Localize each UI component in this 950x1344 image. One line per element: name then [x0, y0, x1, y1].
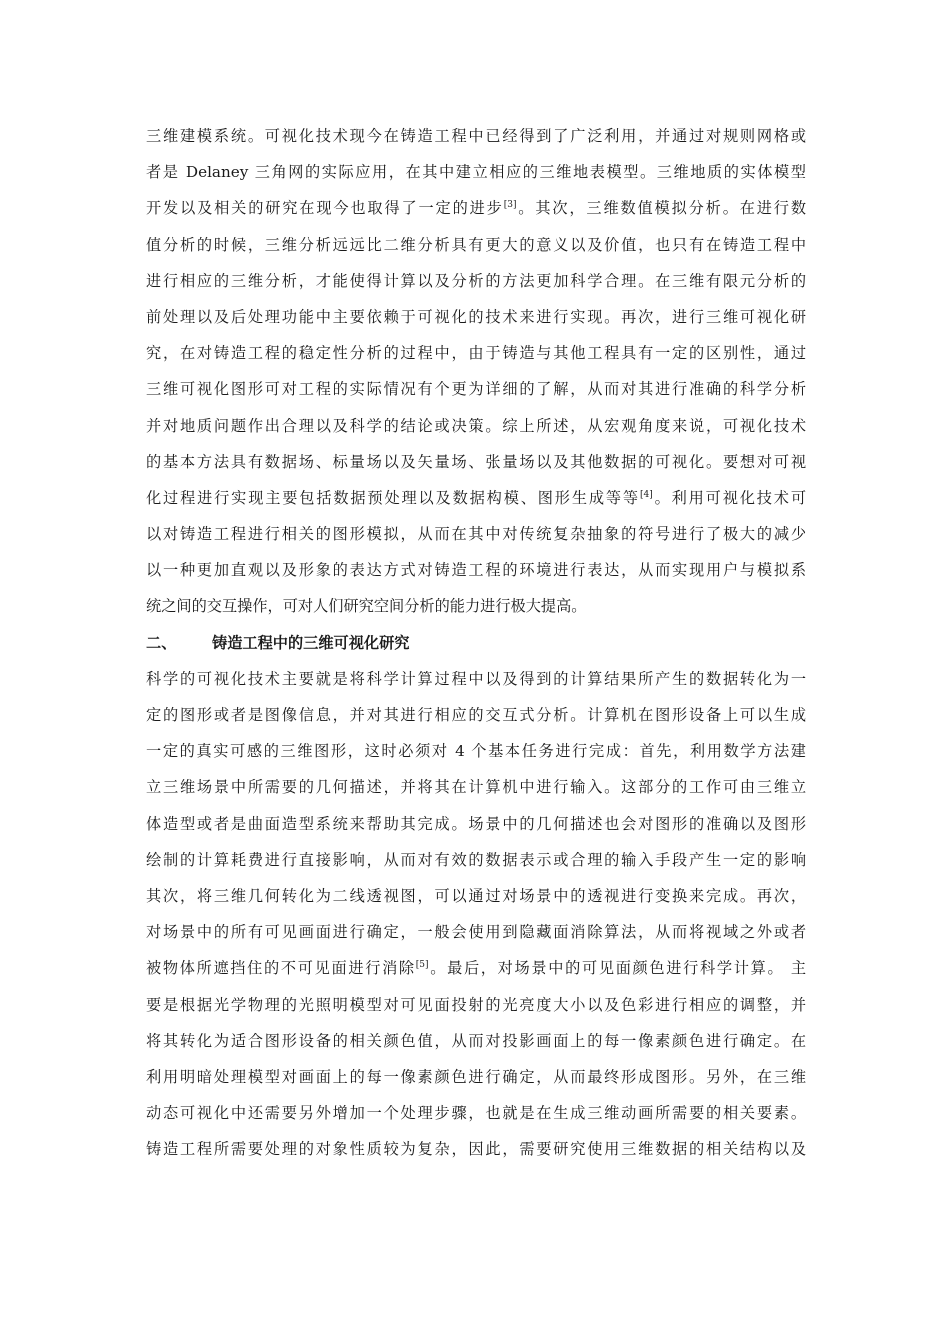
text-segment: 。利用可视化技术可	[652, 488, 807, 507]
text-line: 利用明暗处理模型对画面上的每一像素颜色进行确定，从而最终形成图形。另外，在三维	[146, 1067, 806, 1086]
text-line: 绘制的计算耗费进行直接影响，从而对有效的数据表示或合理的输入手段产生一定的影响	[146, 850, 806, 869]
section-title: 铸造工程中的三维可视化研究	[212, 633, 410, 652]
text-line: 者是 Delaney 三角网的实际应用，在其中建立相应的三维地表模型。三维地质的实体模型	[146, 163, 806, 182]
text-segment: 化过程进行实现主要包括数据预处理以及数据构模、图形生成等等	[146, 488, 640, 507]
text-line: 动态可视化中还需要另外增加一个处理步骤，也就是在生成三维动画所需要的相关要素。	[146, 1104, 806, 1123]
text-line: 三维可视化图形可对工程的实际情况有个更为详细的了解，从而对其进行准确的科学分析	[146, 380, 806, 399]
text-line: 定的图形或者是图像信息，并对其进行相应的交互式分析。计算机在图形设备上可以生成	[146, 706, 806, 724]
text-line: 一定的真实可感的三维图形，这时必须对 4 个基本任务进行完成：首先，利用数学方法建	[146, 742, 806, 761]
citation-ref[interactable]: [3]	[503, 200, 517, 211]
citation-ref[interactable]: [4]	[639, 489, 653, 500]
text-segment: 被物体所遮挡住的不可见面进行消除	[146, 959, 416, 978]
text-segment: 。最后，对场景中的可见面颜色进行科学计算。 主	[428, 959, 807, 978]
text-line: 进行相应的三维分析，才能使得计算以及分析的方法更加科学合理。在三维有限元分析的	[146, 271, 806, 290]
text-line: 其次，将三维几何转化为二线透视图，可以通过对场景中的透视进行变换来完成。再次，	[146, 886, 806, 905]
section-number: 二、	[146, 633, 177, 652]
text-line: 对场景中的所有可见画面进行确定，一般会使用到隐藏面消除算法，从而将视域之外或者	[146, 923, 806, 942]
text-line: 立三维场景中所需要的几何描述，并将其在计算机中进行输入。这部分的工作可由三维立	[146, 778, 806, 797]
text-segment: 。其次，三维数值模拟分析。在进行数	[516, 199, 807, 218]
text-line: 值分析的时候，三维分析远远比二维分析具有更大的意义以及价值，也只有在铸造工程中	[146, 235, 806, 254]
text-line: 统之间的交互操作，可对人们研究空间分析的能力进行极大提高。	[146, 597, 587, 616]
text-line: 以一种更加直观以及形象的表达方式对铸造工程的环境进行表达，从而实现用户与模拟系	[146, 561, 806, 580]
text-line	[146, 480, 806, 516]
text-segment: 开发以及相关的研究在现今也取得了一定的进步	[146, 199, 504, 218]
paragraph-1	[146, 118, 806, 625]
text-line: 要是根据光学物理的光照明模型对可见面投射的光亮度大小以及色彩进行相应的调整，并	[146, 995, 806, 1014]
paragraph-2	[146, 661, 806, 1168]
text-line: 以对铸造工程进行相关的图形模拟，从而在其中对传统复杂抽象的符号进行了极大的减少	[146, 525, 806, 544]
text-line: 科学的可视化技术主要就是将科学计算过程中以及得到的计算结果所产生的数据转化为一	[146, 669, 806, 688]
text-line	[146, 950, 806, 986]
document-page	[146, 118, 806, 1167]
text-line: 三维建模系统。可视化技术现今在铸造工程中已经得到了广泛利用，并通过对规则网格或	[146, 127, 806, 145]
citation-ref[interactable]: [5]	[415, 960, 429, 971]
text-line: 体造型或者是曲面造型系统来帮助其完成。场景中的几何描述也会对图形的准确以及图形	[146, 814, 806, 833]
text-line: 前处理以及后处理功能中主要依赖于可视化的技术来进行实现。再次，进行三维可视化研	[146, 307, 806, 326]
text-line	[146, 190, 806, 226]
text-line: 并对地质问题作出合理以及科学的结论或决策。综上所述，从宏观角度来说，可视化技术	[146, 416, 806, 435]
section-heading	[146, 625, 806, 661]
text-line: 将其转化为适合图形设备的相关颜色值，从而对投影画面上的每一像素颜色进行确定。在	[146, 1031, 806, 1050]
text-line: 的基本方法具有数据场、标量场以及矢量场、张量场以及其他数据的可视化。要想对可视	[146, 452, 806, 471]
text-line: 究，在对铸造工程的稳定性分析的过程中，由于铸造与其他工程具有一定的区别性，通过	[146, 344, 806, 363]
text-line: 铸造工程所需要处理的对象性质较为复杂，因此，需要研究使用三维数据的相关结构以及	[146, 1140, 806, 1159]
